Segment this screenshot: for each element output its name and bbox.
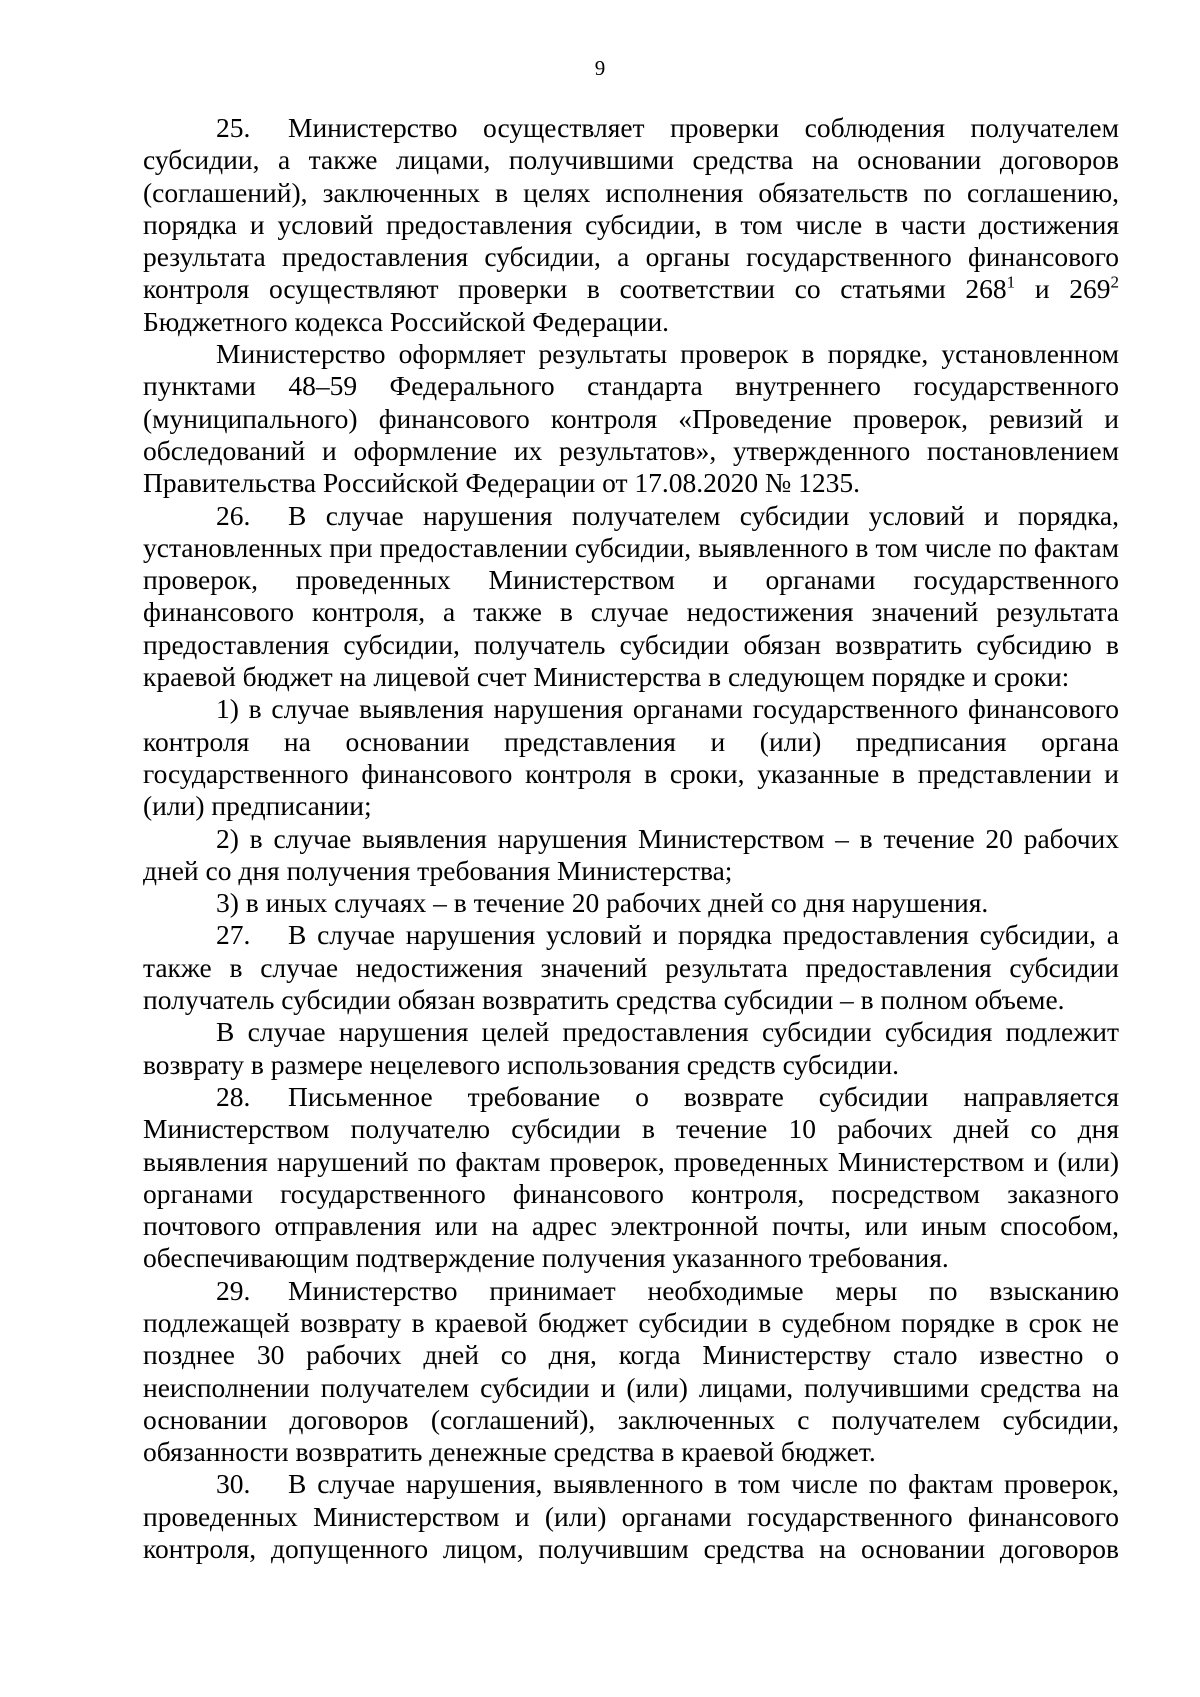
- paragraph-27: [143, 919, 1119, 1016]
- paragraph-25: [143, 112, 1119, 338]
- paragraph-26: [143, 500, 1119, 694]
- paragraph-text: и 269: [1015, 273, 1111, 305]
- paragraph: Министерство оформляет результаты проверок в порядке, установленном пунктами 48–59 Федерального стандарта внутреннего государственного (муниципального) финансового контроля «Проведение проверок, ревизий и обследований и оформление их результатов», утвержденного постановлением Правительства Российской Федерации от 17.08.2020 № 1235.: [143, 338, 1119, 499]
- paragraph-text: В случае нарушения, выявленного в том числе по фактам проверок, проведенных Министерством и (или) органами государственного финансового контроля, допущенного лицом, получившим средства на основании договоров: [143, 1468, 1119, 1565]
- paragraph-number: 27.: [216, 919, 251, 951]
- paragraph-29: [143, 1275, 1119, 1469]
- list-item: 1) в случае выявления нарушения органами государственного финансового контроля на основании представления и (или) предписания органа государственного финансового контроля в сроки, указанные в представлении и (или) предписании;: [143, 693, 1119, 822]
- paragraph-text: В случае нарушения получателем субсидии условий и порядка, установленных при предоставлении субсидии, выявленного в том числе по фактам проверок, проведенных Министерством и органами государственного финансового контроля, а также в случае недостижения значений результата предоставления субсидии, получатель субсидии обязан возвратить субсидию в краевой бюджет на лицевой счет Министерства в следующем порядке и сроки:: [143, 499, 1119, 693]
- paragraph-text: Министерство осуществляет проверки соблюдения получателем субсидии, а также лицами, получившими средства на основании договоров (соглашений), заключенных в целях исполнения обязательств по соглашению, порядка и условий предоставления субсидии, в том числе в части достижения результата предоставления субсидии, а органы государственного финансового контроля осуществляют проверки в соответствии со статьями 268: [143, 112, 1119, 305]
- list-item: 3) в иных случаях – в течение 20 рабочих дней со дня нарушения.: [216, 887, 989, 919]
- paragraph-text: В случае нарушения условий и порядка предоставления субсидии, а также в случае недостижения значений результата предоставления субсидии получатель субсидии обязан возвратить средства субсидии – в полном объеме.: [143, 919, 1119, 1016]
- paragraph-text: Письменное требование о возврате субсидии направляется Министерством получателю субсидии в течение 10 рабочих дней со дня выявления нарушений по фактам проверок, проведенных Министерством и (или) органами государственного финансового контроля, посредством заказного почтового отправления или на адрес электронной почты, или иным способом, обеспечивающим подтверждение получения указанного требования.: [143, 1080, 1119, 1274]
- paragraph-number: 25.: [216, 112, 251, 143]
- paragraph-number: 30.: [216, 1468, 251, 1500]
- paragraph: В случае нарушения целей предоставления субсидии субсидия подлежит возврату в размере нецелевого использования средств субсидии.: [143, 1016, 1119, 1080]
- paragraph-number: 29.: [216, 1274, 251, 1306]
- paragraph-number: 28.: [216, 1080, 251, 1112]
- superscript: 1: [1006, 272, 1016, 292]
- paragraph-28: [143, 1081, 1119, 1275]
- superscript: 2: [1110, 272, 1119, 292]
- document-body: [143, 112, 1119, 1565]
- list-item: 2) в случае выявления нарушения Министерством – в течение 20 рабочих дней со дня получения требования Министерства;: [143, 822, 1119, 886]
- paragraph-30: [143, 1468, 1119, 1565]
- paragraph-text: Министерство принимает необходимые меры по взысканию подлежащей возврату в краевой бюджет субсидии в судебном порядке в срок не позднее 30 рабочих дней со дня, когда Министерству стало известно о неисполнении получателем субсидии и (или) лицами, получившими средства на основании договоров (соглашений), заключенных с получателем субсидии, обязанности возвратить денежные средства в краевой бюджет.: [143, 1274, 1119, 1468]
- paragraph-number: 26.: [216, 499, 251, 531]
- paragraph-text: Бюджетного кодекса Российской Федерации.: [143, 305, 670, 337]
- page-number: 9: [594, 56, 606, 80]
